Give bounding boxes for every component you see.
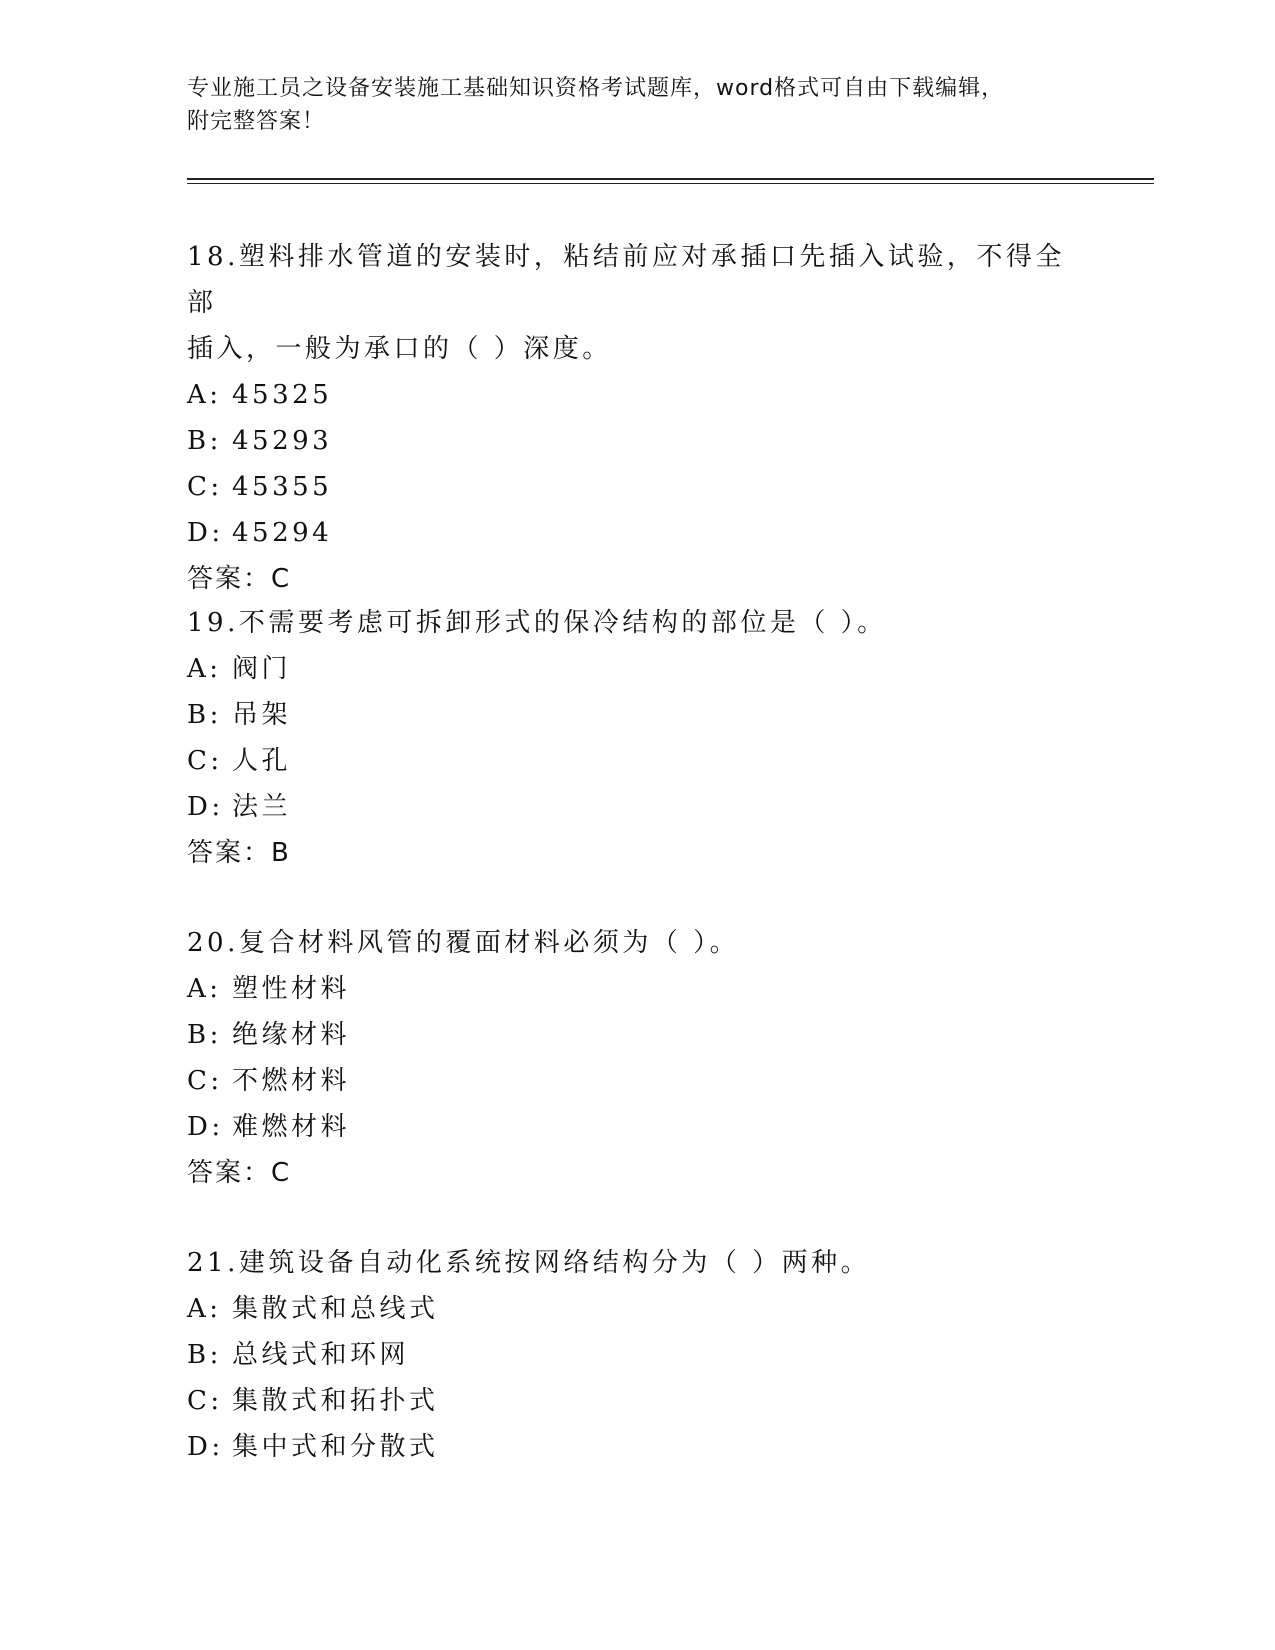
option-letter: D: bbox=[187, 1112, 224, 1142]
page-header bbox=[187, 72, 1087, 138]
question-stem-continued: 插入，一般为承口的（ ）深度。 bbox=[187, 334, 612, 364]
option-text: 45294 bbox=[232, 518, 333, 548]
question-21 bbox=[187, 1240, 1087, 1470]
header-line-1: 专业施工员之设备安装施工基础知识资格考试题库，word格式可自由下载编辑， bbox=[187, 76, 1005, 101]
header-rule-bottom bbox=[187, 183, 1154, 184]
option-letter: B: bbox=[187, 426, 222, 456]
option-letter: C: bbox=[187, 1066, 223, 1096]
option-text: 不燃材料 bbox=[232, 1066, 351, 1096]
option-c bbox=[187, 1058, 1087, 1104]
option-b bbox=[187, 692, 1087, 738]
option-letter: B: bbox=[187, 700, 222, 730]
option-b bbox=[187, 1012, 1087, 1058]
option-letter: A: bbox=[187, 654, 222, 684]
option-a bbox=[187, 966, 1087, 1012]
option-letter: D: bbox=[187, 1432, 224, 1462]
option-text: 人孔 bbox=[232, 746, 292, 776]
option-b bbox=[187, 1332, 1087, 1378]
answer-line: 答案：C bbox=[187, 564, 292, 594]
option-text: 45355 bbox=[232, 472, 333, 502]
option-c bbox=[187, 738, 1087, 784]
option-letter: A: bbox=[187, 380, 222, 410]
question-stem: 21.建筑设备自动化系统按网络结构分为（ ）两种。 bbox=[187, 1248, 871, 1278]
option-text: 吊架 bbox=[232, 700, 292, 730]
question-stem: 20.复合材料风管的覆面材料必须为（ ）。 bbox=[187, 928, 740, 958]
option-letter: C: bbox=[187, 1386, 223, 1416]
option-a bbox=[187, 1286, 1087, 1332]
option-text: 集中式和分散式 bbox=[232, 1432, 439, 1462]
option-letter: B: bbox=[187, 1020, 222, 1050]
answer-line: 答案：C bbox=[187, 1158, 292, 1188]
question-stem: 19.不需要考虑可拆卸形式的保冷结构的部位是（ ）。 bbox=[187, 608, 887, 638]
option-d bbox=[187, 510, 1087, 556]
option-a bbox=[187, 372, 1087, 418]
option-text: 阀门 bbox=[232, 654, 292, 684]
option-letter: C: bbox=[187, 746, 223, 776]
option-c bbox=[187, 1378, 1087, 1424]
option-letter: B: bbox=[187, 1340, 222, 1370]
question-20 bbox=[187, 920, 1087, 1196]
header-rule-top bbox=[187, 178, 1154, 180]
question-19 bbox=[187, 600, 1087, 876]
option-text: 绝缘材料 bbox=[232, 1020, 351, 1050]
option-text: 塑性材料 bbox=[232, 974, 351, 1004]
option-text: 45293 bbox=[232, 426, 333, 456]
option-letter: D: bbox=[187, 792, 224, 822]
option-letter: D: bbox=[187, 518, 224, 548]
option-text: 难燃材料 bbox=[232, 1112, 351, 1142]
option-text: 总线式和环网 bbox=[232, 1340, 410, 1370]
option-letter: A: bbox=[187, 974, 222, 1004]
header-line-2: 附完整答案！ bbox=[187, 109, 326, 134]
answer-line: 答案：B bbox=[187, 838, 291, 868]
option-letter: C: bbox=[187, 472, 223, 502]
option-text: 45325 bbox=[232, 380, 333, 410]
option-text: 法兰 bbox=[232, 792, 292, 822]
option-letter: A: bbox=[187, 1294, 222, 1324]
option-b bbox=[187, 418, 1087, 464]
option-d bbox=[187, 784, 1087, 830]
option-d bbox=[187, 1424, 1087, 1470]
option-c bbox=[187, 464, 1087, 510]
option-text: 集散式和总线式 bbox=[232, 1294, 439, 1324]
option-a bbox=[187, 646, 1087, 692]
question-18 bbox=[187, 234, 1087, 602]
option-text: 集散式和拓扑式 bbox=[232, 1386, 439, 1416]
question-stem: 18.塑料排水管道的安装时，粘结前应对承插口先插入试验，不得全部 bbox=[187, 242, 1065, 318]
option-d bbox=[187, 1104, 1087, 1150]
